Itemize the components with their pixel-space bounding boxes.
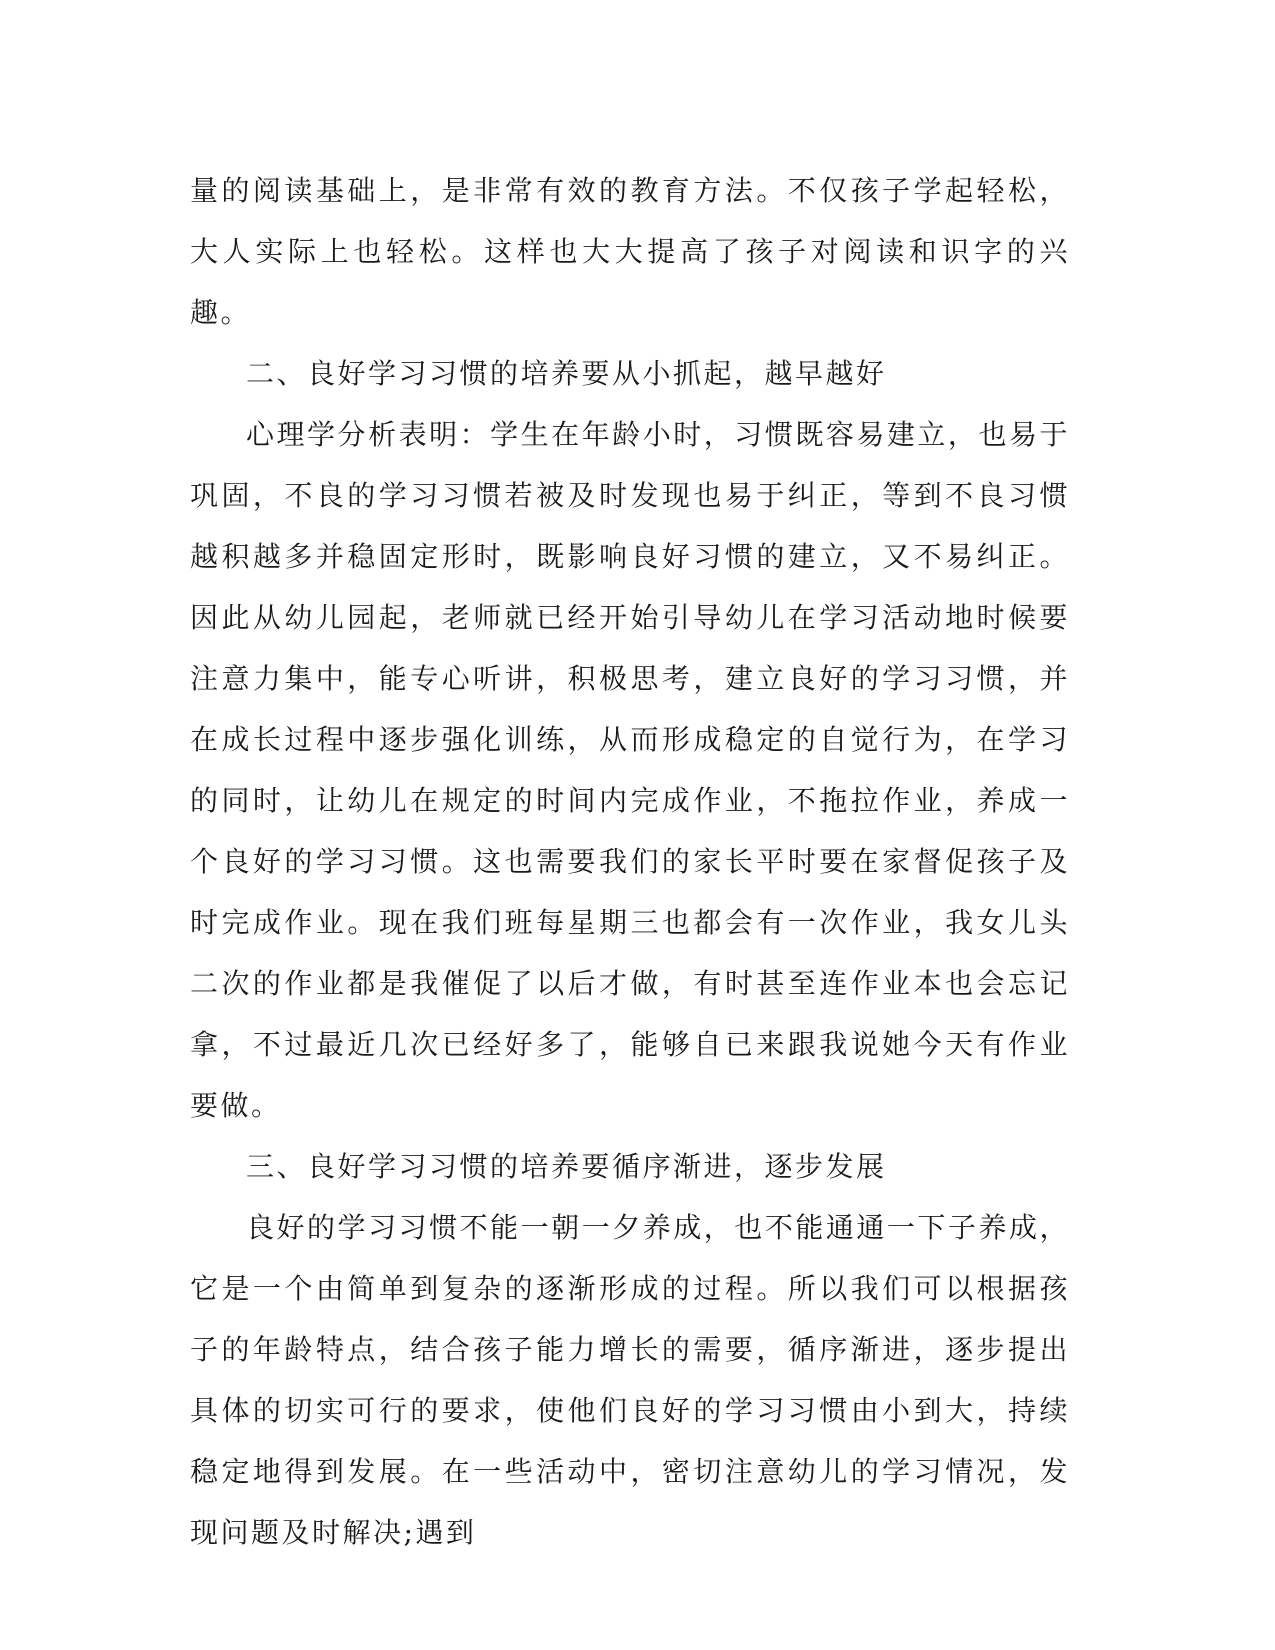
paragraph-gradual-development: 良好的学习习惯不能一朝一夕养成，也不能通通一下子养成，它是一个由简单到复杂的逐渐形成的过程。所以我们可以根据孩子的年龄特点，结合孩子能力增长的需要，循序渐进，逐步提出具体的切实可行的要求，使他们良好的学习习惯由小到大，持续稳定地得到发展。在一些活动中，密切注意幼儿的学习情况，发现问题及时解决;遇到	[190, 1211, 1070, 1549]
document-body	[190, 160, 1070, 1563]
section-heading-3: 三、良好学习习惯的培养要循序渐进，逐步发展	[246, 1150, 887, 1183]
section-heading-2: 二、良好学习习惯的培养要从小抓起，越早越好	[246, 357, 887, 390]
paragraph-continuation: 量的阅读基础上，是非常有效的教育方法。不仅孩子学起轻松，大人实际上也轻松。这样也大大提高了孩子对阅读和识字的兴趣。	[190, 174, 1070, 329]
paragraph-psychology: 心理学分析表明：学生在年龄小时，习惯既容易建立，也易于巩固，不良的学习习惯若被及时发现也易于纠正，等到不良习惯越积越多并稳固定形时，既影响良好习惯的建立，又不易纠正。因此从幼儿园起，老师就已经开始引导幼儿在学习活动地时候要注意力集中，能专心听讲，积极思考，建立良好的学习习惯，并在成长过程中逐步强化训练，从而形成稳定的自觉行为，在学习的同时，让幼儿在规定的时间内完成作业，不拖拉作业，养成一个良好的学习习惯。这也需要我们的家长平时要在家督促孩子及时完成作业。现在我们班每星期三也都会有一次作业，我女儿头二次的作业都是我催促了以后才做，有时甚至连作业本也会忘记拿，不过最近几次已经好多了，能够自已来跟我说她今天有作业要做。	[190, 418, 1070, 1122]
